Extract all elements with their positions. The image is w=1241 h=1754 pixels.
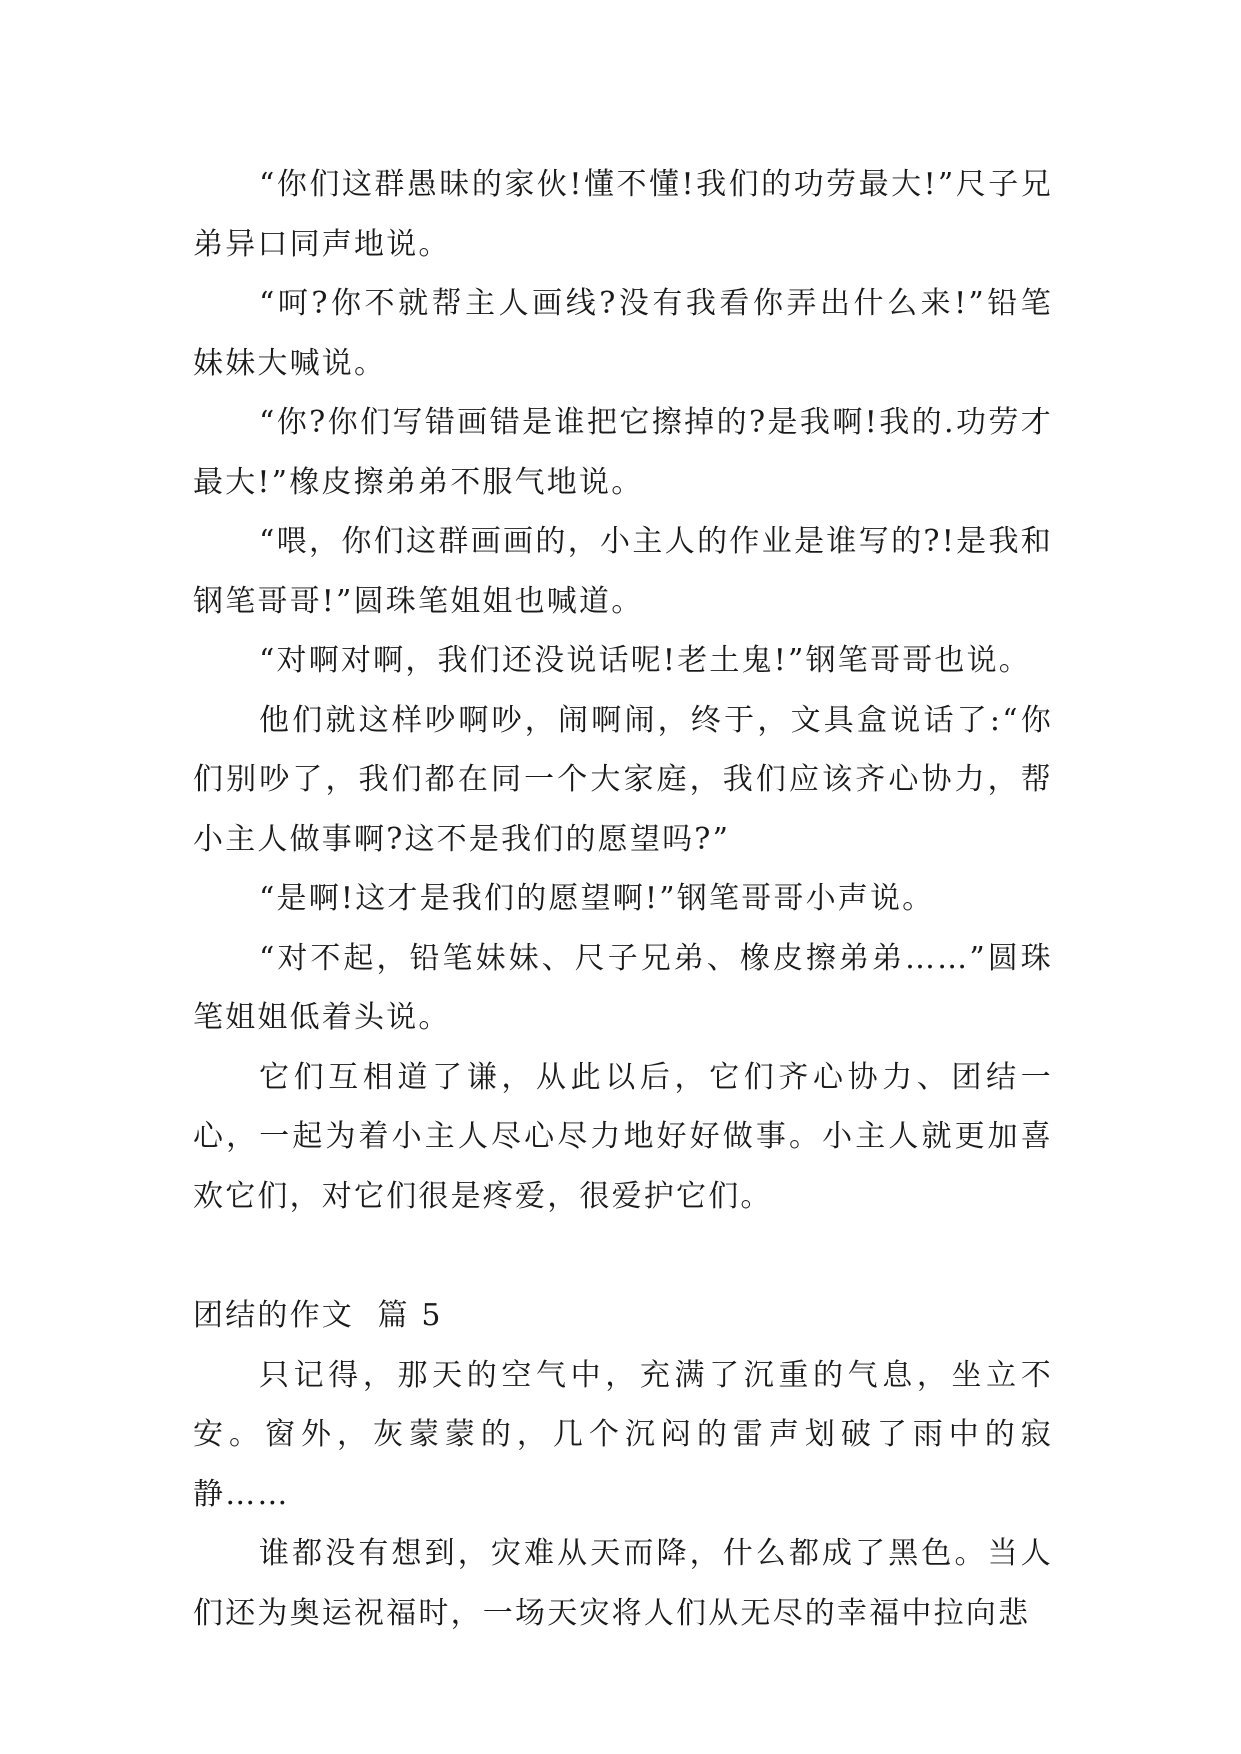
paragraph: “对啊对啊，我们还没说话呢!老土鬼!”钢笔哥哥也说。 [259, 643, 1031, 678]
paragraph: 只记得，那天的空气中，充满了沉重的气息，坐立不安。窗外，灰蒙蒙的，几个沉闷的雷声划破了雨中的寂静…… [193, 1357, 1053, 1512]
paragraph: 他们就这样吵啊吵，闹啊闹，终于，文具盒说话了:“你们别吵了，我们都在同一个大家庭，我们应该齐心协力，帮小主人做事啊?这不是我们的愿望吗?” [193, 702, 1053, 857]
paragraph: “你们这群愚昧的家伙!懂不懂!我们的功劳最大!”尺子兄弟异口同声地说。 [193, 167, 1053, 262]
paragraph: “是啊!这才是我们的愿望啊!”钢笔哥哥小声说。 [259, 881, 935, 916]
section-heading: 团结的作文 篇 5 [193, 1298, 443, 1333]
paragraph: 谁都没有想到，灾难从天而降，什么都成了黑色。当人们还为奥运祝福时，一场天灾将人们从无尽的幸福中拉向悲 [193, 1536, 1053, 1631]
paragraph: “对不起，铅笔妹妹、尺子兄弟、橡皮擦弟弟……”圆珠笔姐姐低着头说。 [193, 940, 1053, 1035]
document-page [193, 155, 1053, 1643]
paragraph: “喂，你们这群画画的，小主人的作业是谁写的?!是我和钢笔哥哥!”圆珠笔姐姐也喊道。 [193, 524, 1053, 619]
paragraph: “你?你们写错画错是谁把它擦掉的?是我啊!我的.功劳才最大!”橡皮擦弟弟不服气地说。 [193, 405, 1053, 500]
paragraph: “呵?你不就帮主人画线?没有我看你弄出什么来!”铅笔妹妹大喊说。 [193, 286, 1053, 381]
paragraph: 它们互相道了谦，从此以后，它们齐心协力、团结一心，一起为着小主人尽心尽力地好好做事。小主人就更加喜欢它们，对它们很是疼爱，很爱护它们。 [193, 1059, 1053, 1214]
